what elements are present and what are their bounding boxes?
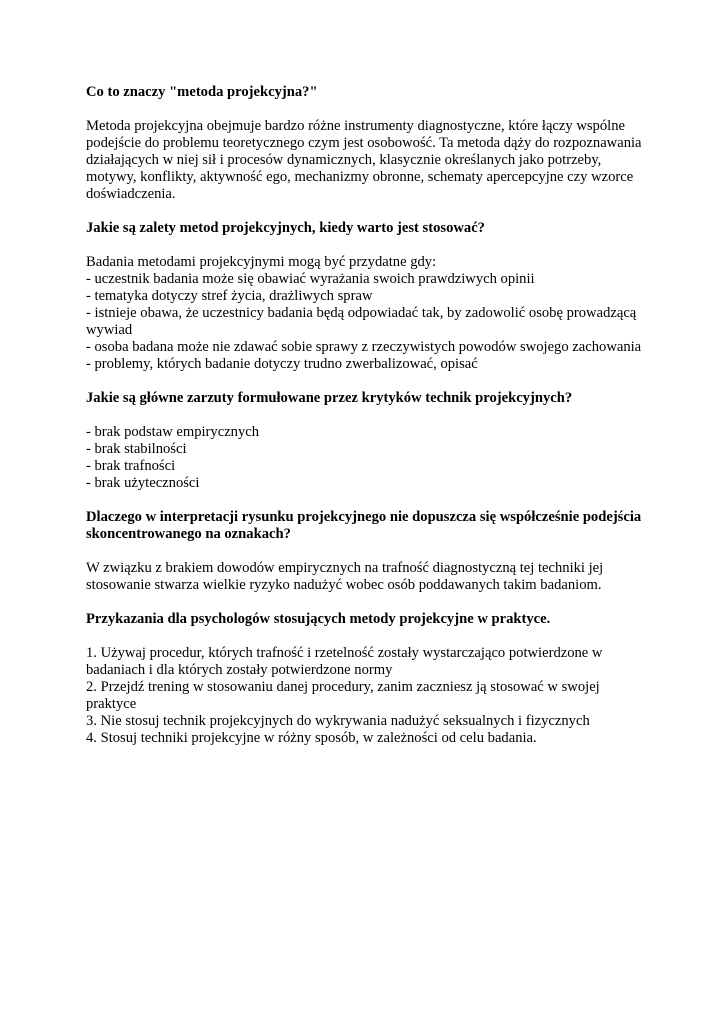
list-item: - brak użyteczności bbox=[86, 475, 200, 491]
list-item: - brak trafności bbox=[86, 458, 176, 474]
list-item: 2. Przejdź trening w stosowaniu danej procedury, zanim zaczniesz ją stosować w swojej praktyce bbox=[86, 679, 600, 712]
list-item: - brak stabilności bbox=[86, 441, 187, 457]
bullet-list bbox=[86, 424, 646, 492]
list-item: - brak podstaw empirycznych bbox=[86, 424, 260, 440]
list-item: - problemy, których badanie dotyczy trudno zwerbalizować, opisać bbox=[86, 356, 478, 372]
spacer bbox=[86, 373, 646, 390]
section-paragraph: Badania metodami projekcyjnymi mogą być przydatne gdy: bbox=[86, 254, 437, 270]
spacer bbox=[86, 101, 646, 118]
spacer bbox=[86, 237, 646, 254]
section-heading: Dlaczego w interpretacji rysunku projekcyjnego nie dopuszcza się współcześnie podejścia skoncentrowanego na oznakach? bbox=[86, 509, 642, 542]
section-heading: Jakie są zalety metod projekcyjnych, kiedy warto jest stosować? bbox=[86, 220, 485, 236]
list-item: 3. Nie stosuj technik projekcyjnych do wykrywania nadużyć seksualnych i fizycznych bbox=[86, 713, 590, 729]
section-paragraph: W związku z brakiem dowodów empirycznych na trafność diagnostyczną tej techniki jej stosowanie stwarza wielkie ryzyko nadużyć wobec osób poddawanych takim badaniom. bbox=[86, 560, 604, 593]
document-page bbox=[86, 84, 646, 747]
list-item: 4. Stosuj techniki projekcyjne w różny sposób, w zależności od celu badania. bbox=[86, 730, 537, 746]
section-heading: Jakie są główne zarzuty formułowane przez krytyków technik projekcyjnych? bbox=[86, 390, 573, 406]
list-item: - osoba badana może nie zdawać sobie sprawy z rzeczywistych powodów swojego zachowania bbox=[86, 339, 642, 355]
section-heading: Przykazania dla psychologów stosujących metody projekcyjne w praktyce. bbox=[86, 611, 551, 627]
list-item: - uczestnik badania może się obawiać wyrażania swoich prawdziwych opinii bbox=[86, 271, 535, 287]
section-paragraph: Metoda projekcyjna obejmuje bardzo różne instrumenty diagnostyczne, które łączy wspólne podejście do problemu teoretycznego czym jest osobowość. Ta metoda dąży do rozpoznawania działających w niej sił i procesów dynamicznych, klasycznie określanych jako potrzeby, motywy, konflikty, aktywność ego, mechanizmy obronne, schematy apercepcyjne czy wzorce doświadczenia. bbox=[86, 118, 642, 202]
spacer bbox=[86, 492, 646, 509]
list-item: - istnieje obawa, że uczestnicy badania będą odpowiadać tak, by zadowolić osobę prowadzącą wywiad bbox=[86, 305, 637, 338]
spacer bbox=[86, 594, 646, 611]
section-heading: Co to znaczy "metoda projekcyjna?" bbox=[86, 84, 318, 100]
spacer bbox=[86, 407, 646, 424]
list-item: 1. Używaj procedur, których trafność i rzetelność zostały wystarczająco potwierdzone w badaniach i dla których zostały potwierdzone normy bbox=[86, 645, 603, 678]
spacer bbox=[86, 543, 646, 560]
bullet-list bbox=[86, 271, 646, 373]
spacer bbox=[86, 628, 646, 645]
spacer bbox=[86, 203, 646, 220]
list-item: - tematyka dotyczy stref życia, drażliwych spraw bbox=[86, 288, 373, 304]
numbered-list bbox=[86, 645, 646, 747]
